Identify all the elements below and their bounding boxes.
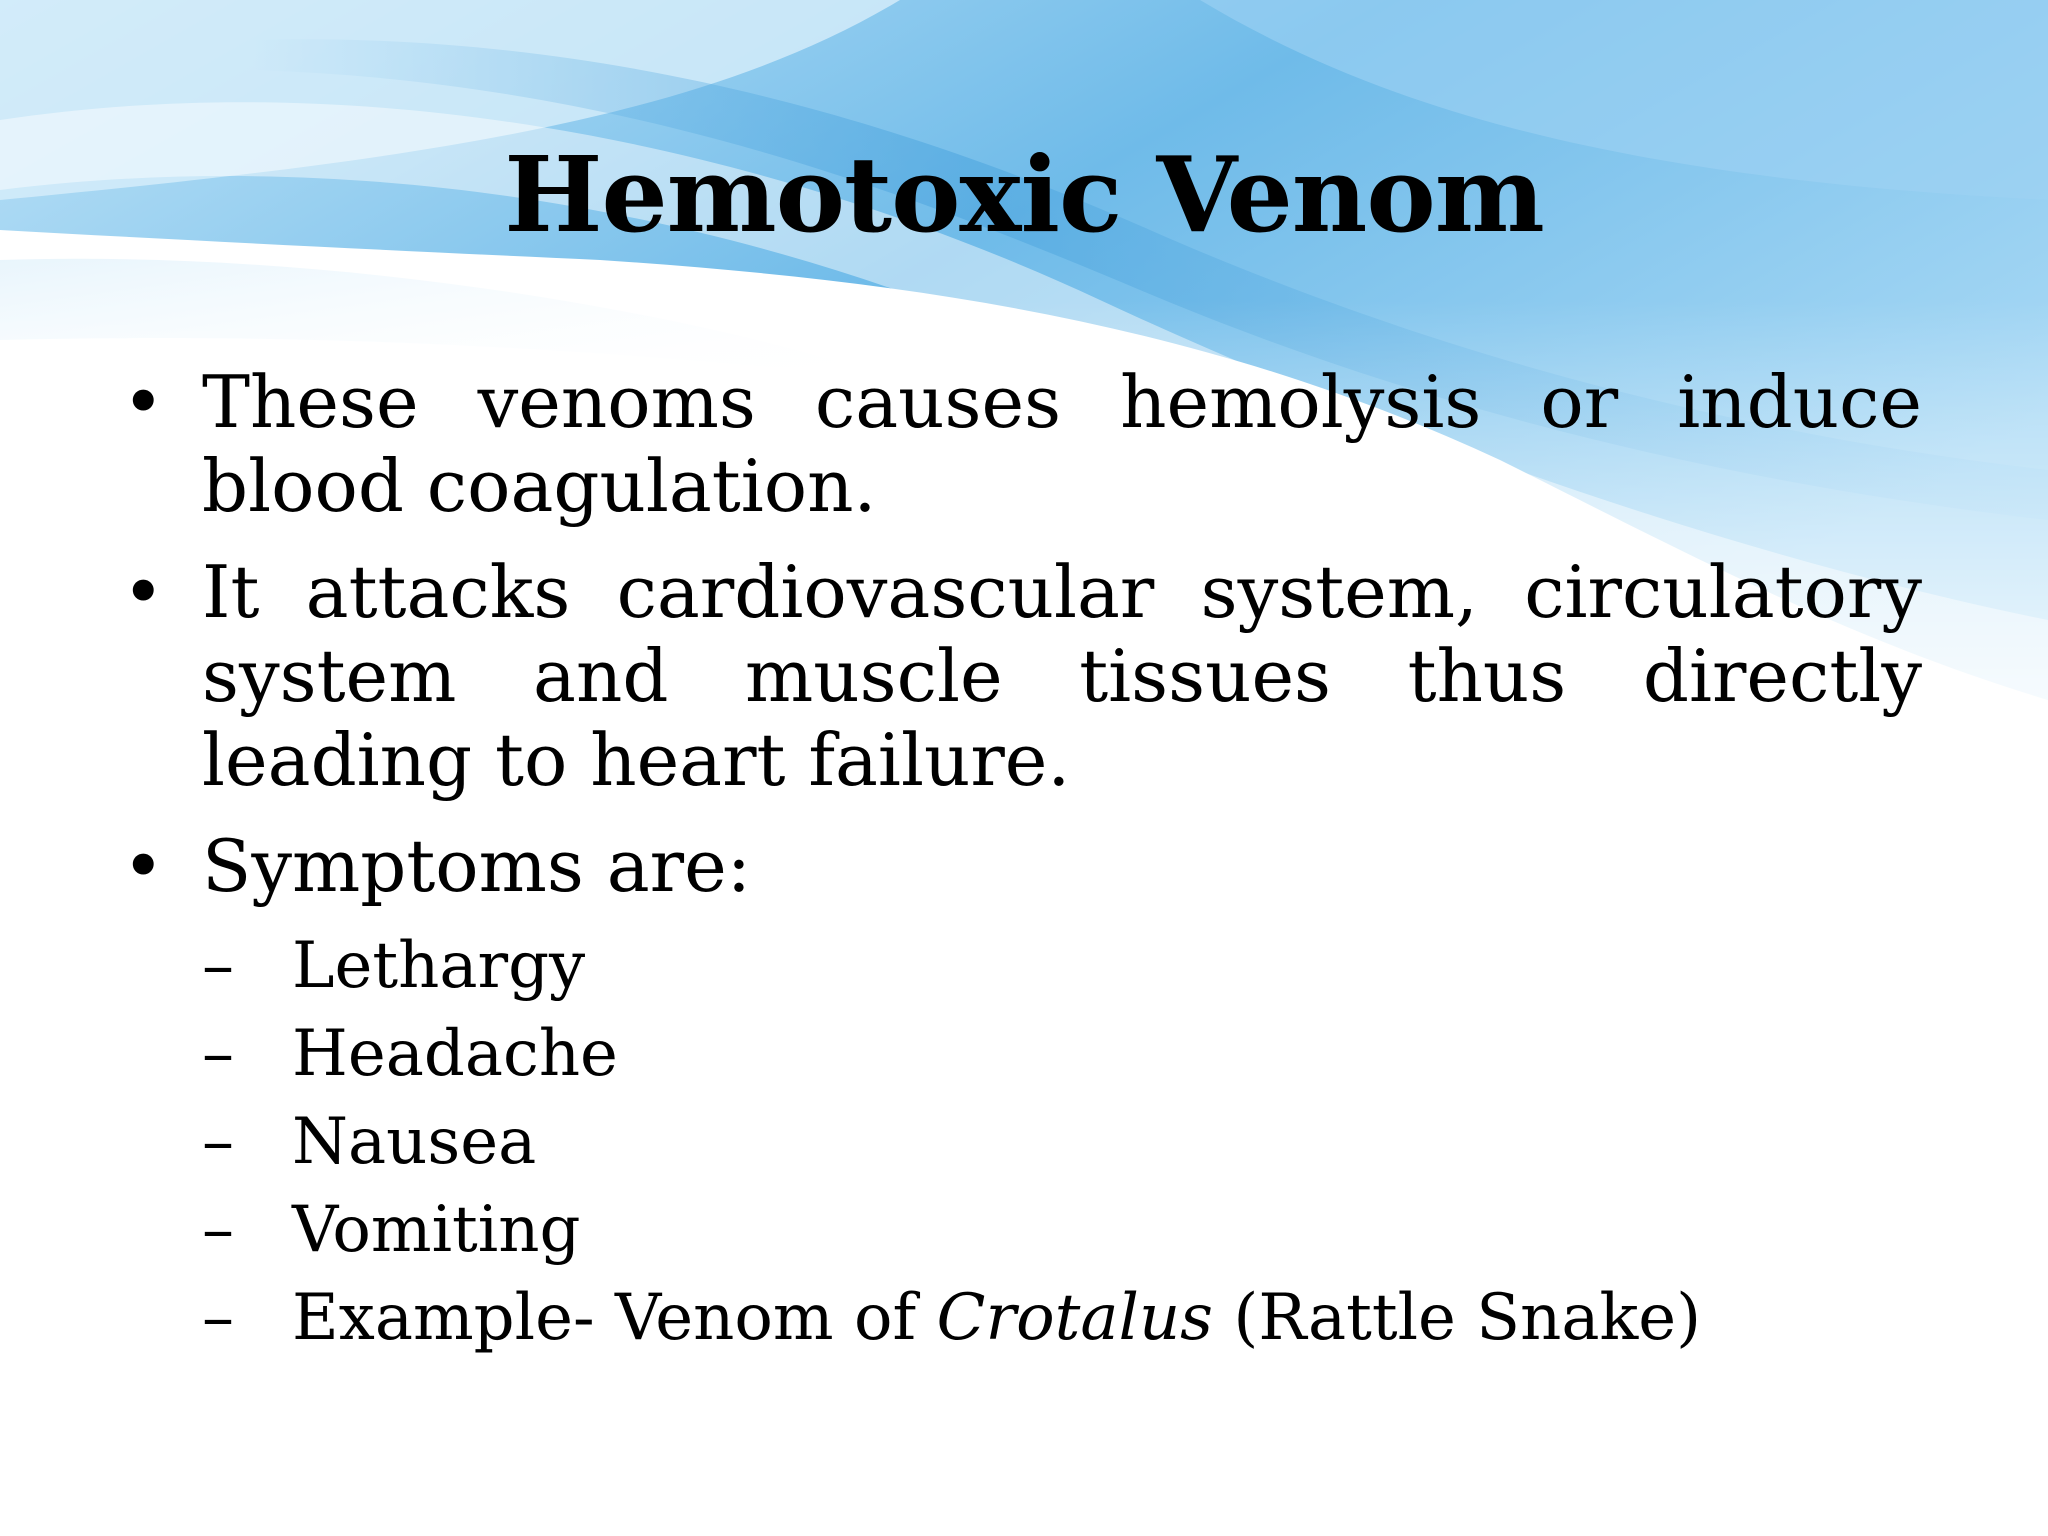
- bullet-list: [122, 360, 1922, 1384]
- symptom-list: [202, 922, 1922, 1362]
- dash-icon: –: [202, 1281, 234, 1355]
- bullet-text: It attacks cardiovascular system, circulatory system and muscle tissues thus directly leading to heart failure.: [202, 550, 1922, 802]
- bullet-icon: •: [122, 550, 165, 634]
- bullet-text: Symptoms are:: [202, 824, 751, 908]
- dash-icon: –: [202, 1017, 234, 1091]
- example-suffix: (Rattle Snake): [1213, 1281, 1702, 1355]
- symptom-text: Lethargy: [292, 929, 586, 1003]
- list-item: [202, 1098, 1922, 1186]
- page-title: Hemotoxic Venom: [504, 133, 1544, 256]
- list-item: [202, 1186, 1922, 1274]
- example-species: Crotalus: [936, 1281, 1213, 1355]
- bullet-icon: •: [122, 360, 165, 444]
- dash-icon: –: [202, 1193, 234, 1267]
- symptom-text: Vomiting: [292, 1193, 581, 1267]
- symptom-text: Headache: [292, 1017, 618, 1091]
- list-item: [122, 550, 1922, 802]
- list-item: [122, 824, 1922, 1362]
- list-item: [202, 922, 1922, 1010]
- dash-icon: –: [202, 929, 234, 1003]
- list-item: [122, 360, 1922, 528]
- list-item: [202, 1010, 1922, 1098]
- dash-icon: –: [202, 1105, 234, 1179]
- bullet-icon: •: [122, 824, 165, 908]
- example-prefix: Example- Venom of: [292, 1281, 937, 1355]
- symptom-text: Nausea: [292, 1105, 537, 1179]
- list-item: [202, 1274, 1922, 1362]
- bullet-text: These venoms causes hemolysis or induce blood coagulation.: [202, 360, 1922, 528]
